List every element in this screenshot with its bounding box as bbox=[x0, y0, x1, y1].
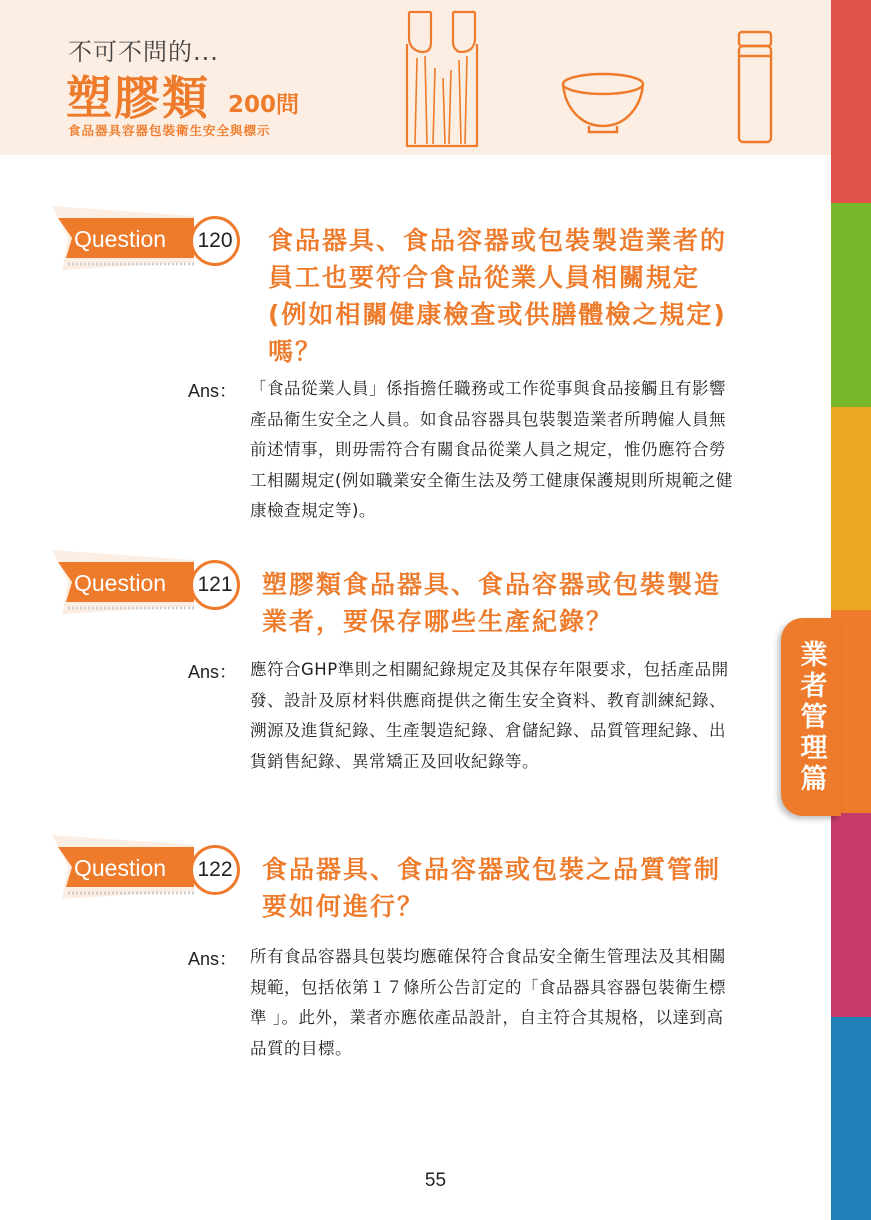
plastic-bag-icon bbox=[407, 12, 477, 146]
question-number: 121 bbox=[190, 560, 240, 610]
side-color-strip bbox=[831, 0, 871, 1220]
question-number: 122 bbox=[190, 845, 240, 895]
question-badge bbox=[44, 829, 244, 907]
question-text: 食品器具、食品容器或包裝製造業者的員工也要符合食品從業人員相關規定(例如相關健康檢查或供膳體檢之規定)嗎？ bbox=[268, 226, 728, 366]
question-text: 食品器具、食品容器或包裝之品質管制要如何進行？ bbox=[262, 855, 722, 921]
question-badge bbox=[44, 200, 244, 278]
question-text: 塑膠類食品器具、食品容器或包裝製造業者，要保存哪些生產紀錄？ bbox=[262, 570, 722, 636]
section-tab-label: 業者管理篇 bbox=[795, 639, 827, 795]
answer-label: Ans： bbox=[188, 662, 238, 682]
answer-text: 所有食品容器具包裝均應確保符合食品安全衛生管理法及其相關規範，包括依第１７條所公告訂定的「食品器具容器包裝衛生標準 」。此外，業者亦應依產品設計，自主符合其規格，以達到高品質的目標。 bbox=[250, 947, 726, 1058]
bowl-icon bbox=[563, 74, 643, 132]
question-number: 120 bbox=[190, 216, 240, 266]
question-word: Question bbox=[74, 570, 167, 596]
header-main-title: 塑膠類 bbox=[66, 71, 210, 125]
page-header bbox=[0, 0, 831, 155]
bottle-icon bbox=[739, 32, 771, 142]
strip-segment bbox=[831, 0, 871, 203]
answer-label: Ans： bbox=[188, 949, 238, 969]
header-pre-title: 不可不問的... bbox=[68, 38, 219, 66]
answer-text: 「食品從業人員」係指擔任職務或工作從事與食品接觸且有影響產品衛生安全之人員。如食品容器具包裝製造業者所聘僱人員無前述情事，則毋需符合有關食品從業人員之規定，惟仍應符合勞工相關規定(例如職業安全衛生法及勞工健康保護規則所規範之健康檢查規定等)。 bbox=[250, 379, 733, 520]
page-number: 55 bbox=[424, 1170, 447, 1191]
strip-segment bbox=[831, 813, 871, 1016]
header-title-suffix: 200問 bbox=[228, 92, 300, 118]
question-word: Question bbox=[74, 226, 167, 252]
answer-label: Ans： bbox=[188, 381, 238, 401]
section-tab[interactable] bbox=[781, 618, 841, 816]
header-subtitle: 食品器具容器包裝衛生安全與標示 bbox=[68, 123, 271, 138]
answer-text: 應符合GHP準則之相關紀錄規定及其保存年限要求，包括產品開發、設計及原材料供應商提供之衛生安全資料、教育訓練紀錄、溯源及進貨紀錄、生產製造紀錄、倉儲紀錄、品質管理紀錄、出貨銷售紀錄、異常矯正及回收紀錄等。 bbox=[250, 660, 729, 771]
question-word: Question bbox=[74, 855, 167, 881]
strip-segment bbox=[831, 407, 871, 610]
header-illustration bbox=[395, 8, 795, 153]
question-badge bbox=[44, 544, 244, 622]
strip-segment bbox=[831, 203, 871, 406]
